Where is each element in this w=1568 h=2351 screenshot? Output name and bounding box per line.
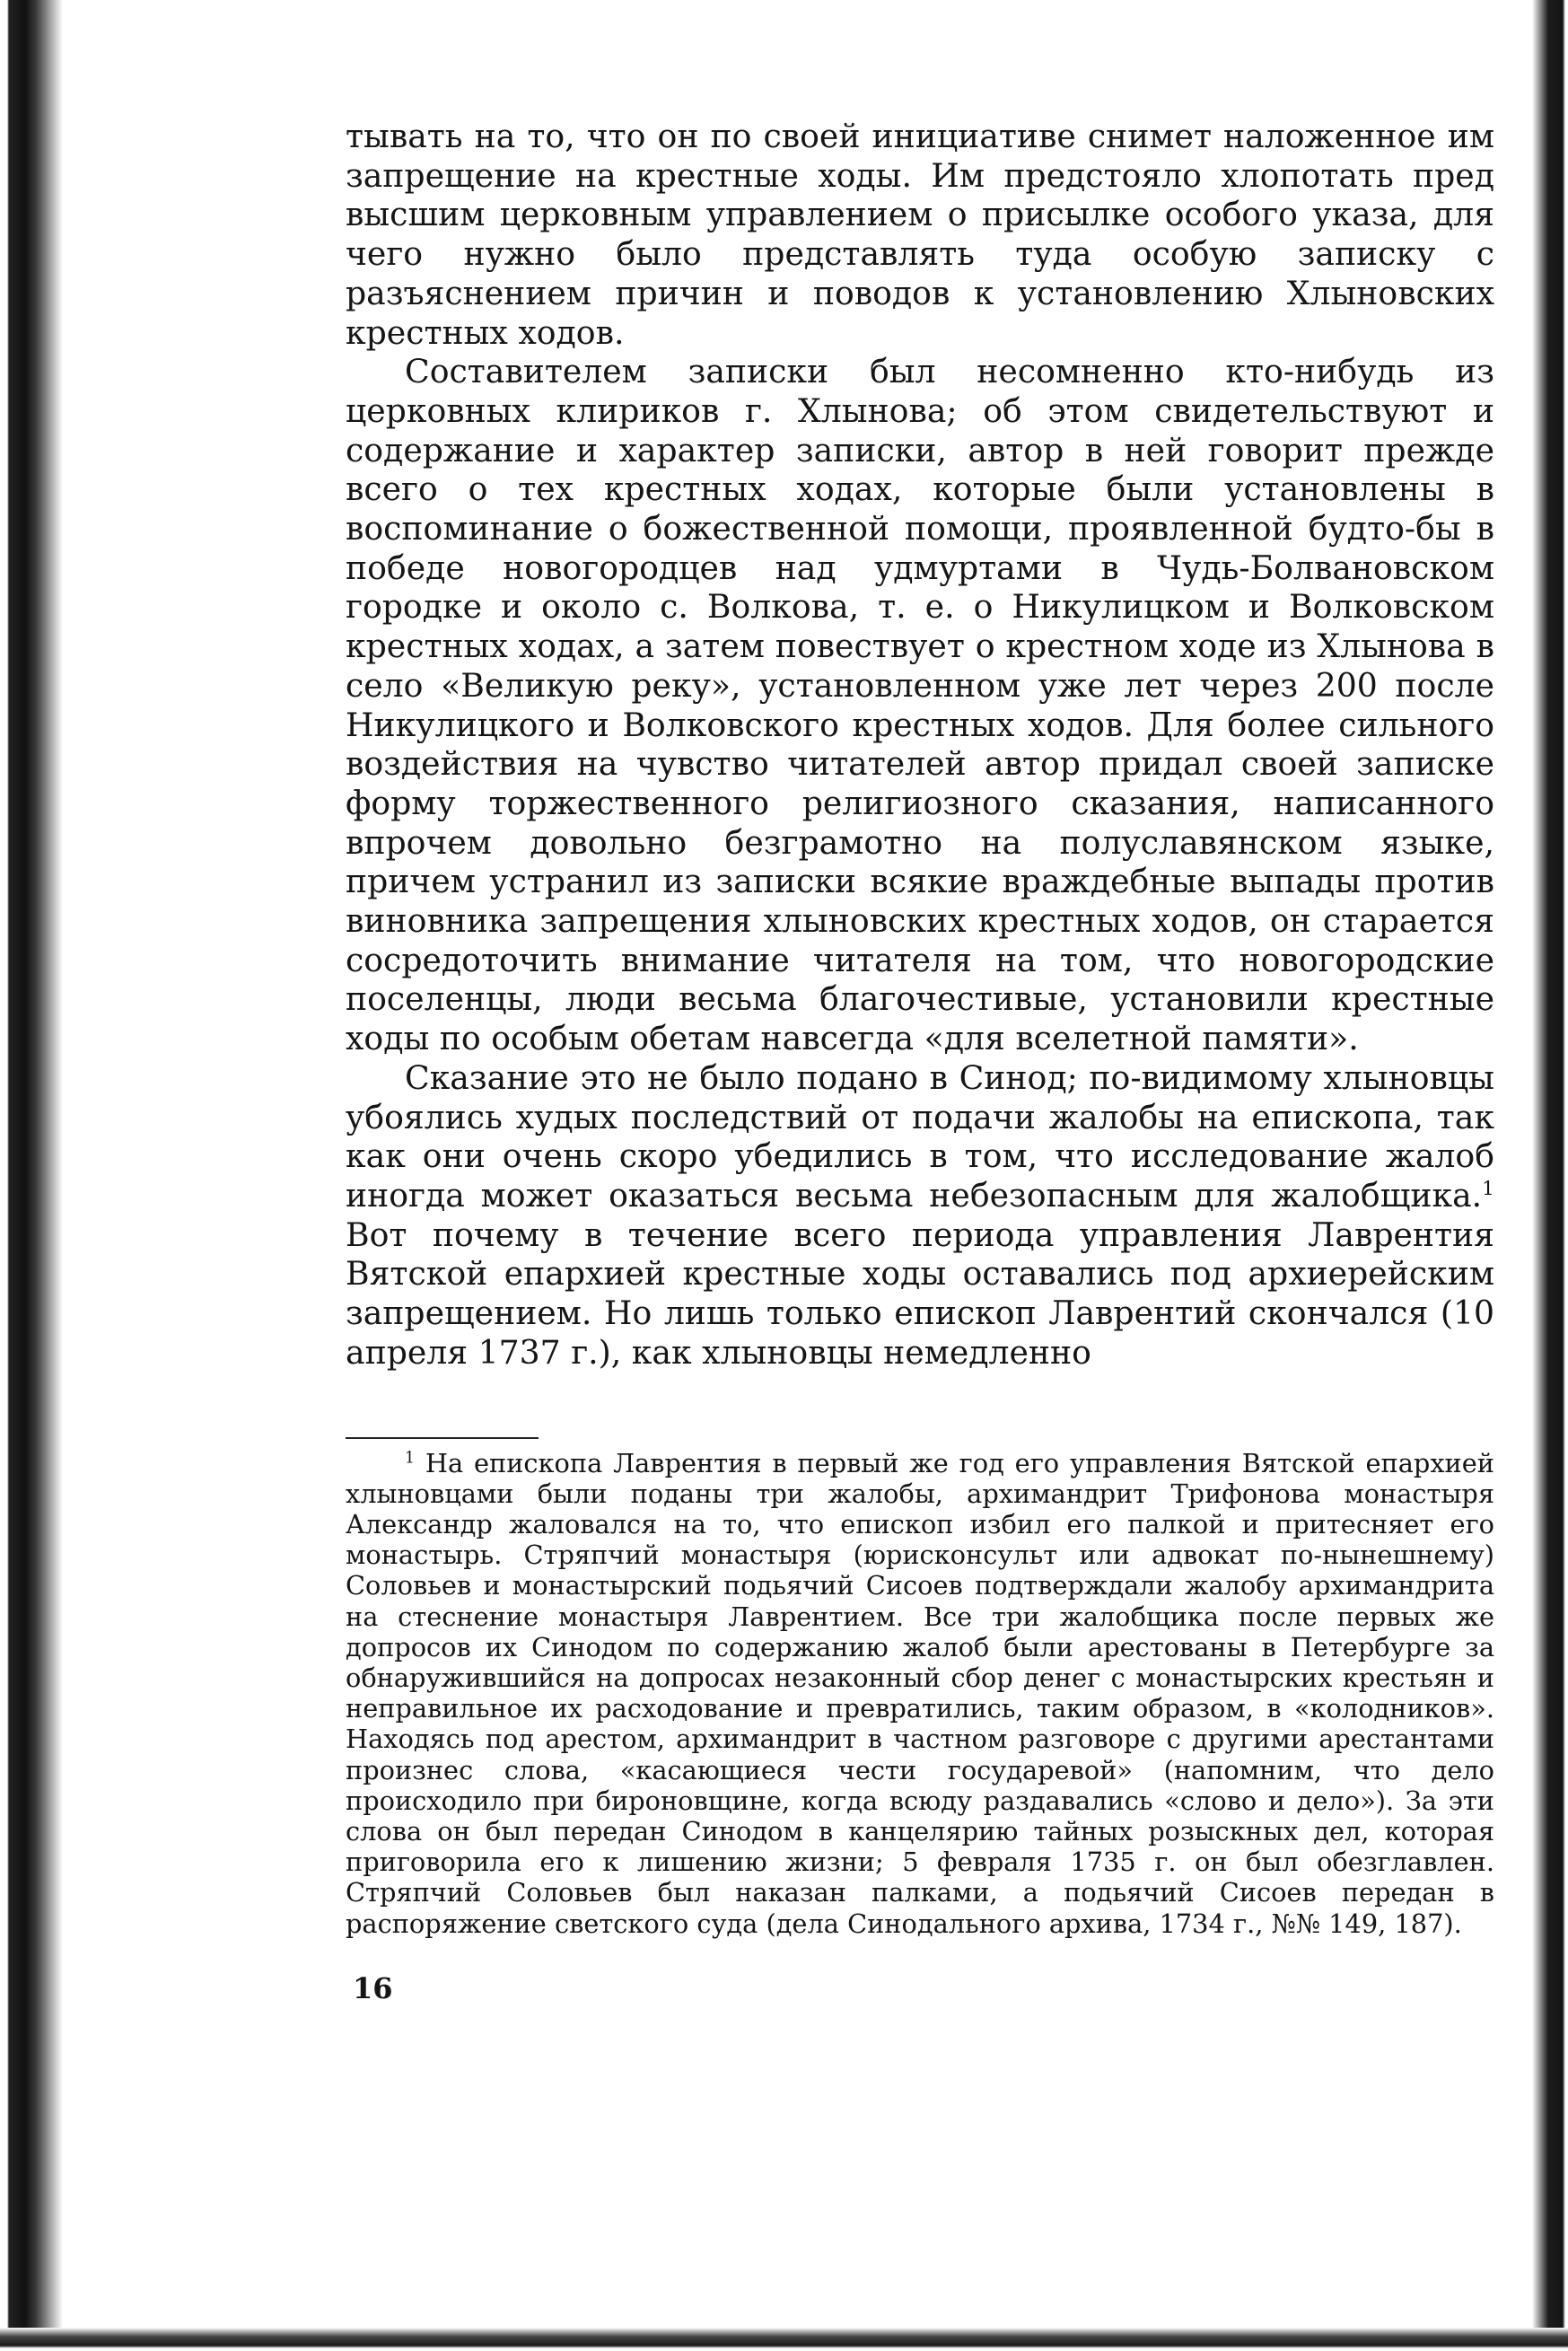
- paragraph-continuation: тывать на то, что он по своей инициативе снимет наложенное им запрещение на крестные ходы. Им предстояло хлопотать пред высшим церковным управлением о присылке особого указа, для чего нужно было представлять туда особую записку с разъяснением причин и поводов к установлению Хлыновских крестных ходов.: [346, 117, 1494, 352]
- scan-edge-bottom: [0, 2328, 1568, 2351]
- paragraph-skazanie-part-2: Вот почему в течение всего периода управления Лаврентия Вятской епархией крестные ходы оставались под архиерейским запрещением. Но лишь только епископ Лаврентий скончался (10 апреля 1737 г.), как хлыновцы немедленно: [346, 1215, 1494, 1372]
- footnote-body: На епископа Лаврентия в первый же год его управления Вятской епархией хлыновцами были поданы три жалобы, архимандрит Трифонова монастыря Александр жаловался на то, что епископ избил его палкой и притесняет его монастырь. Стряпчий монастыря (юрисконсульт или адвокат по-нынешнему) Соловьев и монастырский подьячий Сисоев подтверждали жалобу архимандрита на стеснение монастыря Лаврентием. Все три жалобщика после первых же допросов их Синодом по содержанию жалоб были арестованы в Петербурге за обнаружившийся на допросах незаконный сбор денег с монастырских крестьян и неправильное их расходование и превратились, таким образом, в «колодников». Находясь под арестом, архимандрит в частном разговоре с другими арестантами произнес слова, «касающиеся чести государевой» (напомним, что дело происходило при бироновщине, когда всюду раздавались «слово и дело»). За эти слова он был передан Синодом в канцелярию тайных розыскных дел, которая приговорила его к лишению жизни; 5 февраля 1735 г. он был обезглавлен. Стряпчий Соловьев был наказан палками, а подьячий Сисоев передан в распоряжение светского суда (дела Синодального архива, 1734 г., №№ 149, 187).: [346, 1447, 1494, 1939]
- footnote-divider: [346, 1437, 539, 1439]
- scan-edge-right: [1532, 0, 1568, 2351]
- book-page: [346, 117, 1494, 2005]
- footnote: [346, 1448, 1494, 1939]
- paragraph-skazanie-part-1: Сказание это не было подано в Синод; по-видимому хлыновцы убоялись худых последствий от подачи жалобы на епископа, так как они очень скоро убедились в том, что исследование жалоб иногда может оказаться весьма небезопасным для жалобщика.: [346, 1057, 1494, 1215]
- paragraph-zapiska: Составителем записки был несомненно кто-нибудь из церковных клириков г. Хлынова; об этом свидетельствуют и содержание и характер записки, автор в ней говорит прежде всего о тех крестных ходах, которые были установлены в воспоминание о божественной помощи, проявленной будто-бы в победе новогородцев над удмуртами в Чудь-Болвановском городке и около с. Волкова, т. е. о Никулицком и Волковском крестных ходах, а затем повествует о крестном ходе из Хлынова в село «Великую реку», установленном уже лет через 200 после Никулицкого и Волковского крестных ходов. Для более сильного воздействия на чувство читателей автор придал своей записке форму торжественного религиозного сказания, написанного впрочем довольно безграмотно на полуславянском языке, причем устранил из записки всякие враждебные выпады против виновника запрещения хлыновских крестных ходов, он старается сосредоточить внимание читателя на том, что новогородские поселенцы, люди весьма благочестивые, установили крестные ходы по особым обетам навсегда «для вселетной памяти».: [346, 352, 1494, 1058]
- main-text: [346, 117, 1494, 1373]
- paragraph-skazanie: [346, 1058, 1494, 1373]
- footnote-reference: 1: [1482, 1177, 1494, 1200]
- page-number: 16: [353, 1970, 393, 2005]
- footnote-text: [346, 1448, 1494, 1939]
- scan-edge-left: [0, 0, 63, 2351]
- footnote-mark: 1: [405, 1448, 415, 1467]
